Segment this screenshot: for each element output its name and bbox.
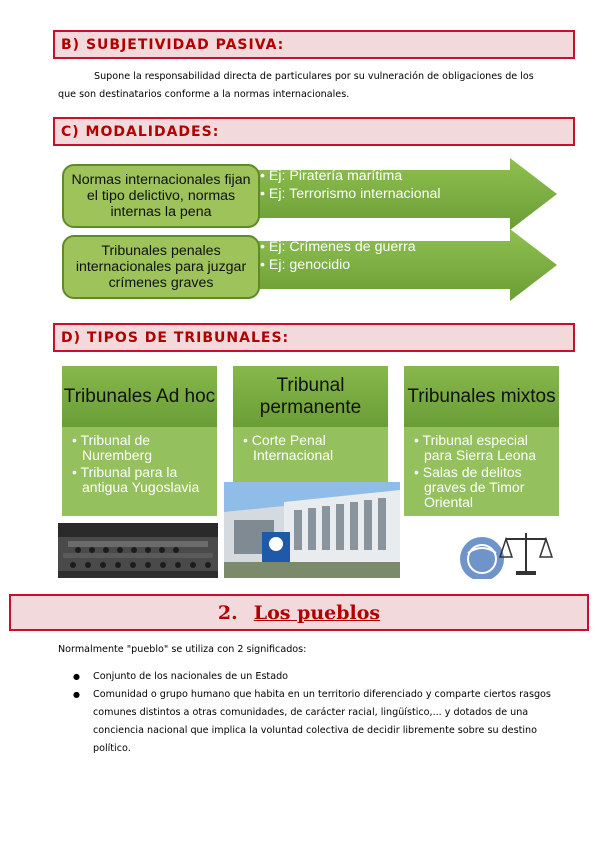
modalidad-row-1 (62, 158, 557, 230)
section-d-header (53, 323, 575, 352)
example-item: • Ej: Crímenes de guerra (260, 238, 550, 256)
section-b-paragraph: Supone la responsabilidad directa de particulares por su vulneración de obligaciones de los que son destinatarios conforme a la normas internacionales. (58, 71, 534, 100)
tribunal-item: • Tribunal especial para Sierra Leona (410, 433, 553, 463)
example-item: • Ej: Piratería marítima (260, 167, 550, 185)
tribunal-item: • Corte Penal Internacional (239, 433, 382, 463)
modalidad-box: Normas internacionales fijan el tipo delictivo, normas internas la pena (62, 164, 260, 228)
example-item: • Ej: genocidio (260, 256, 550, 274)
tribunal-item: • Tribunal para la antigua Yugoslavia (68, 465, 211, 495)
example-item: • Ej: Terrorismo internacional (260, 185, 550, 203)
section-c-header (53, 117, 575, 146)
modalidad-row-2 (62, 229, 557, 301)
tribunal-card-title: Tribunales Ad hoc (62, 366, 217, 427)
modalidad-examples (260, 167, 550, 203)
modalidad-box: Tribunales penales internacionales para juzgar crímenes graves (62, 235, 260, 299)
tribunal-card-mixtos (404, 366, 559, 516)
modalidad-examples (260, 238, 550, 274)
tribunal-item: • Tribunal de Nuremberg (68, 433, 211, 463)
icc-building-photo (224, 482, 400, 578)
section-b-header (53, 30, 575, 59)
tribunal-card-list (62, 427, 217, 516)
section-2-bullet-list (73, 668, 563, 758)
list-item: ● Comunidad o grupo humano que habita en un territorio diferenciado y comparte ciertos rasgos comunes distintos a otras comunidades, de carácter racial, lingüístico,... y dotados de una conciencia nacional que implica la voluntad colectiva de decidir libremente sobre su destino político. (73, 686, 563, 758)
section-2-header (9, 594, 589, 631)
tribunal-card-title: Tribunal permanente (233, 366, 388, 427)
section-title: Los pueblos (253, 601, 381, 624)
section-c-title: C) MODALIDADES: (61, 123, 220, 140)
section-number: 2. (217, 601, 238, 624)
section-2-intro: Normalmente "pueblo" se utiliza con 2 significados: (58, 644, 307, 655)
tribunal-card-ad-hoc (62, 366, 217, 516)
tribunal-card-title: Tribunales mixtos (404, 366, 559, 427)
tribunal-card-list (404, 427, 559, 516)
un-emblem-scales-photo (460, 523, 553, 579)
nuremberg-trial-photo (58, 523, 218, 578)
section-b-title: B) SUBJETIVIDAD PASIVA: (61, 36, 285, 53)
tribunal-item: • Salas de delitos graves de Timor Oriental (410, 465, 553, 510)
list-item: ● Conjunto de los nacionales de un Estado (73, 668, 563, 686)
section-d-title: D) TIPOS DE TRIBUNALES: (61, 329, 290, 346)
